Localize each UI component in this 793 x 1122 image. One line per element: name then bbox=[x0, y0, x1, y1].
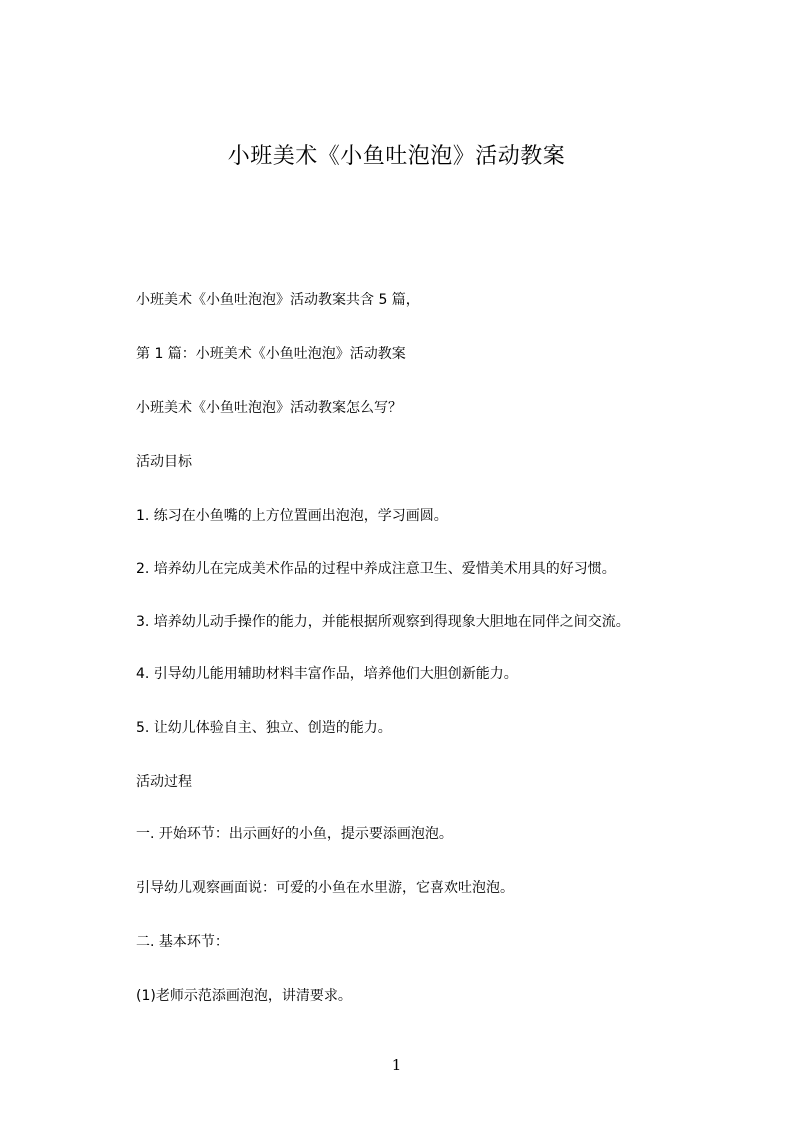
section-heading-goals: 活动目标 bbox=[136, 454, 192, 470]
goal-item-5: 5. 让幼儿体验自主、独立、创造的能力。 bbox=[136, 720, 392, 736]
paragraph-part-heading: 第 1 篇：小班美术《小鱼吐泡泡》活动教案 bbox=[136, 346, 406, 362]
section-heading-process: 活动过程 bbox=[136, 774, 192, 790]
process-step-basic: 二. 基本环节： bbox=[136, 934, 229, 950]
document-title: 小班美术《小鱼吐泡泡》活动教案 bbox=[227, 144, 566, 169]
process-step-observe: 引导幼儿观察画面说：可爱的小鱼在水里游，它喜欢吐泡泡。 bbox=[136, 880, 514, 896]
page-number: 1 bbox=[391, 1056, 402, 1074]
process-step-start: 一. 开始环节：出示画好的小鱼，提示要添画泡泡。 bbox=[136, 826, 453, 842]
goal-item-3: 3. 培养幼儿动手操作的能力，并能根据所观察到得现象大胆地在同伴之间交流。 bbox=[136, 614, 630, 630]
paragraph-question: 小班美术《小鱼吐泡泡》活动教案怎么写？ bbox=[136, 400, 402, 416]
goal-item-4: 4. 引导幼儿能用辅助材料丰富作品，培养他们大胆创新能力。 bbox=[136, 666, 518, 682]
process-step-demo: (1)老师示范添画泡泡，讲清要求。 bbox=[136, 988, 352, 1004]
goal-item-1: 1. 练习在小鱼嘴的上方位置画出泡泡，学习画圆。 bbox=[136, 508, 448, 524]
paragraph-intro: 小班美术《小鱼吐泡泡》活动教案共含 5 篇， bbox=[136, 292, 420, 308]
goal-item-2: 2. 培养幼儿在完成美术作品的过程中养成注意卫生、爱惜美术用具的好习惯。 bbox=[136, 561, 616, 577]
